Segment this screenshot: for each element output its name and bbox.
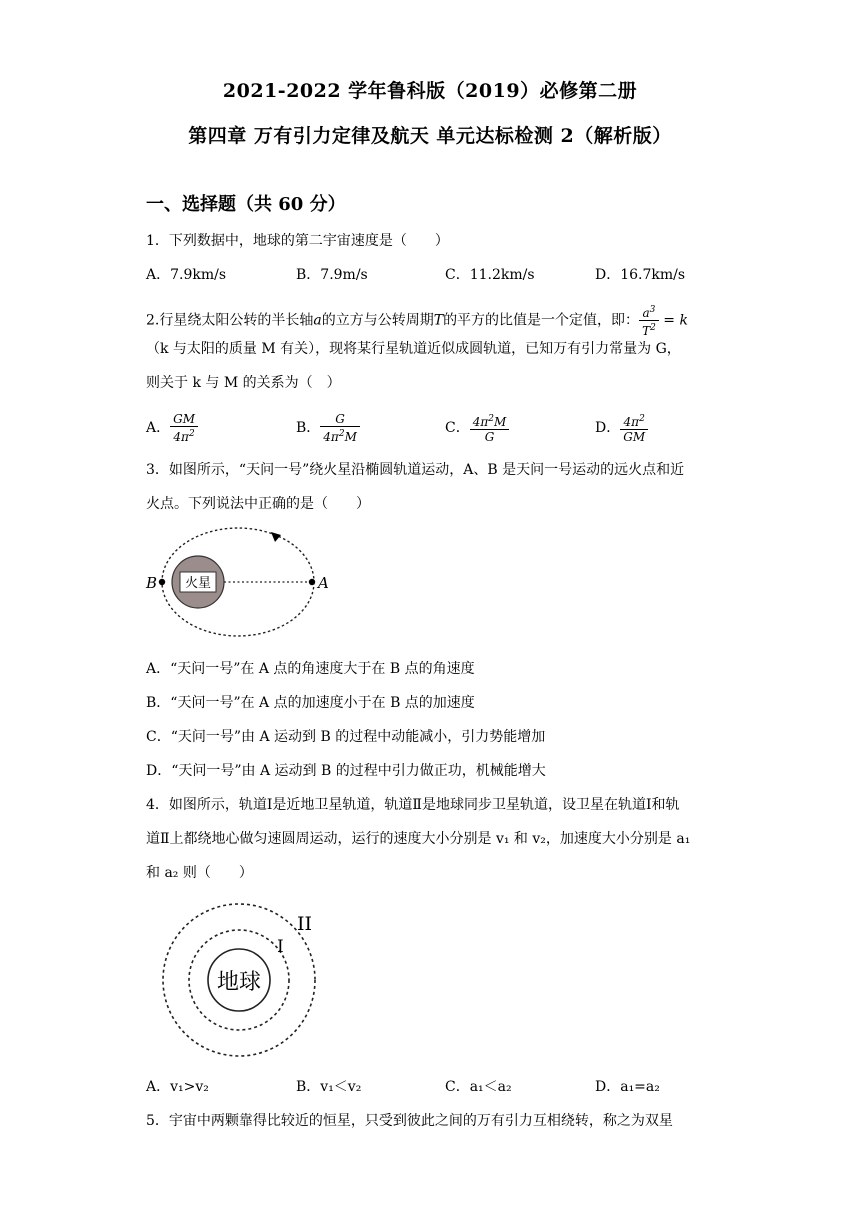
point-a-dot bbox=[309, 579, 315, 585]
formula-4pi2-over-gm: $\frac{4\pi^2}{GM}$ bbox=[620, 412, 648, 444]
q4-option-d: D．a₁=a₂ bbox=[595, 1079, 660, 1095]
q2-stem-part-a: 2.行星绕太阳公转的半长轴 bbox=[146, 312, 314, 329]
q2-stem-part-c: 的平方的比值是一个定值，即： bbox=[443, 312, 640, 329]
q1-option-a: A．7.9km/s bbox=[146, 267, 227, 283]
q1-option-b: B．7.9m/s bbox=[296, 267, 368, 283]
q4-stem-line1: 4．如图所示，轨道Ⅰ是近地卫星轨道，轨道Ⅱ是地球同步卫星轨道，设卫星在轨道Ⅰ和轨 bbox=[146, 797, 680, 813]
orbit-ii-label: II bbox=[297, 913, 313, 935]
symbol-t: T bbox=[433, 312, 444, 329]
q2-option-c bbox=[445, 412, 509, 444]
symbol-a: a bbox=[313, 312, 322, 329]
q2-option-b-label: B． bbox=[296, 420, 321, 436]
formula-g-over-4pi2m: $\frac{G}{4\pi^2M}$ bbox=[320, 412, 360, 444]
q2-line2: （k 与太阳的质量 M 有关），现将某行星轨道近似成圆轨道，已知万有引力常量为 G， bbox=[146, 341, 681, 357]
formula-gm-over-4pi2: $\frac{GM}{4\pi^2}$ bbox=[170, 412, 198, 444]
mars-label: 火星 bbox=[184, 576, 212, 591]
q4-option-b: B．v₁＜v₂ bbox=[296, 1079, 362, 1095]
q2-option-d bbox=[595, 412, 648, 444]
q3-stem-line2: 火点。下列说法中正确的是（ ） bbox=[146, 496, 370, 512]
q4-option-c: C．a₁＜a₂ bbox=[445, 1079, 512, 1095]
kepler-ratio-fraction: $\frac{a^3}{T^2}$ bbox=[639, 303, 659, 338]
document-title-line1: 2021-2022 学年鲁科版（2019）必修第二册 bbox=[222, 80, 638, 102]
orbit-i-label: I bbox=[277, 937, 284, 957]
q4-stem-line3: 和 a₂ 则（ ） bbox=[146, 865, 253, 881]
q2-option-d-label: D． bbox=[595, 420, 621, 436]
q3-option-d: D．“天问一号”由 A 运动到 B 的过程中引力做正功，机械能增大 bbox=[146, 763, 546, 779]
q1-stem: 1．下列数据中，地球的第二宇宙速度是（ ） bbox=[146, 233, 449, 249]
q1-option-c: C．11.2km/s bbox=[445, 267, 535, 283]
earth-orbits-figure bbox=[155, 898, 335, 1063]
q4-stem-line2: 道Ⅱ上都绕地心做匀速圆周运动，运行的速度大小分别是 v₁ 和 v₂，加速度大小分别是 a₁ bbox=[146, 831, 691, 847]
earth-label: 地球 bbox=[216, 970, 262, 995]
point-b-label: B bbox=[146, 574, 158, 592]
q2-option-b bbox=[296, 412, 360, 444]
q2-line3: 则关于 k 与 M 的关系为（ ） bbox=[146, 375, 341, 391]
point-b-dot bbox=[159, 579, 165, 585]
mars-orbit-figure bbox=[140, 520, 340, 645]
q4-option-a: A．v₁>v₂ bbox=[146, 1079, 209, 1095]
q5-stem-line1: 5．宇宙中两颗靠得比较近的恒星，只受到彼此之间的万有引力互相绕转，称之为双星 bbox=[146, 1113, 673, 1129]
kepler-equals-k: = k bbox=[658, 312, 688, 329]
q1-option-d: D．16.7km/s bbox=[595, 267, 686, 283]
q2-option-a bbox=[146, 412, 198, 444]
q2-stem bbox=[146, 303, 688, 338]
q2-stem-part-b: 的立方与公转周期 bbox=[321, 312, 434, 329]
section-heading: 一、选择题（共 60 分） bbox=[146, 194, 346, 215]
q3-stem-line1: 3．如图所示，“天问一号”绕火星沿椭圆轨道运动，A、B 是天问一号运动的远火点和近 bbox=[146, 462, 685, 478]
q3-option-a: A．“天问一号”在 A 点的角速度大于在 B 点的角速度 bbox=[146, 661, 475, 677]
document-title-line2: 第四章 万有引力定律及航天 单元达标检测 2（解析版） bbox=[188, 125, 672, 147]
formula-4pi2m-over-g: $\frac{4\pi^2M}{G}$ bbox=[470, 412, 510, 444]
q2-option-c-label: C． bbox=[445, 420, 470, 436]
q3-option-b: B．“天问一号”在 A 点的加速度小于在 B 点的加速度 bbox=[146, 695, 475, 711]
q3-option-c: C．“天问一号”由 A 运动到 B 的过程中动能减小，引力势能增加 bbox=[146, 729, 546, 745]
q2-option-a-label: A． bbox=[146, 420, 171, 436]
point-a-label: A bbox=[318, 574, 329, 592]
